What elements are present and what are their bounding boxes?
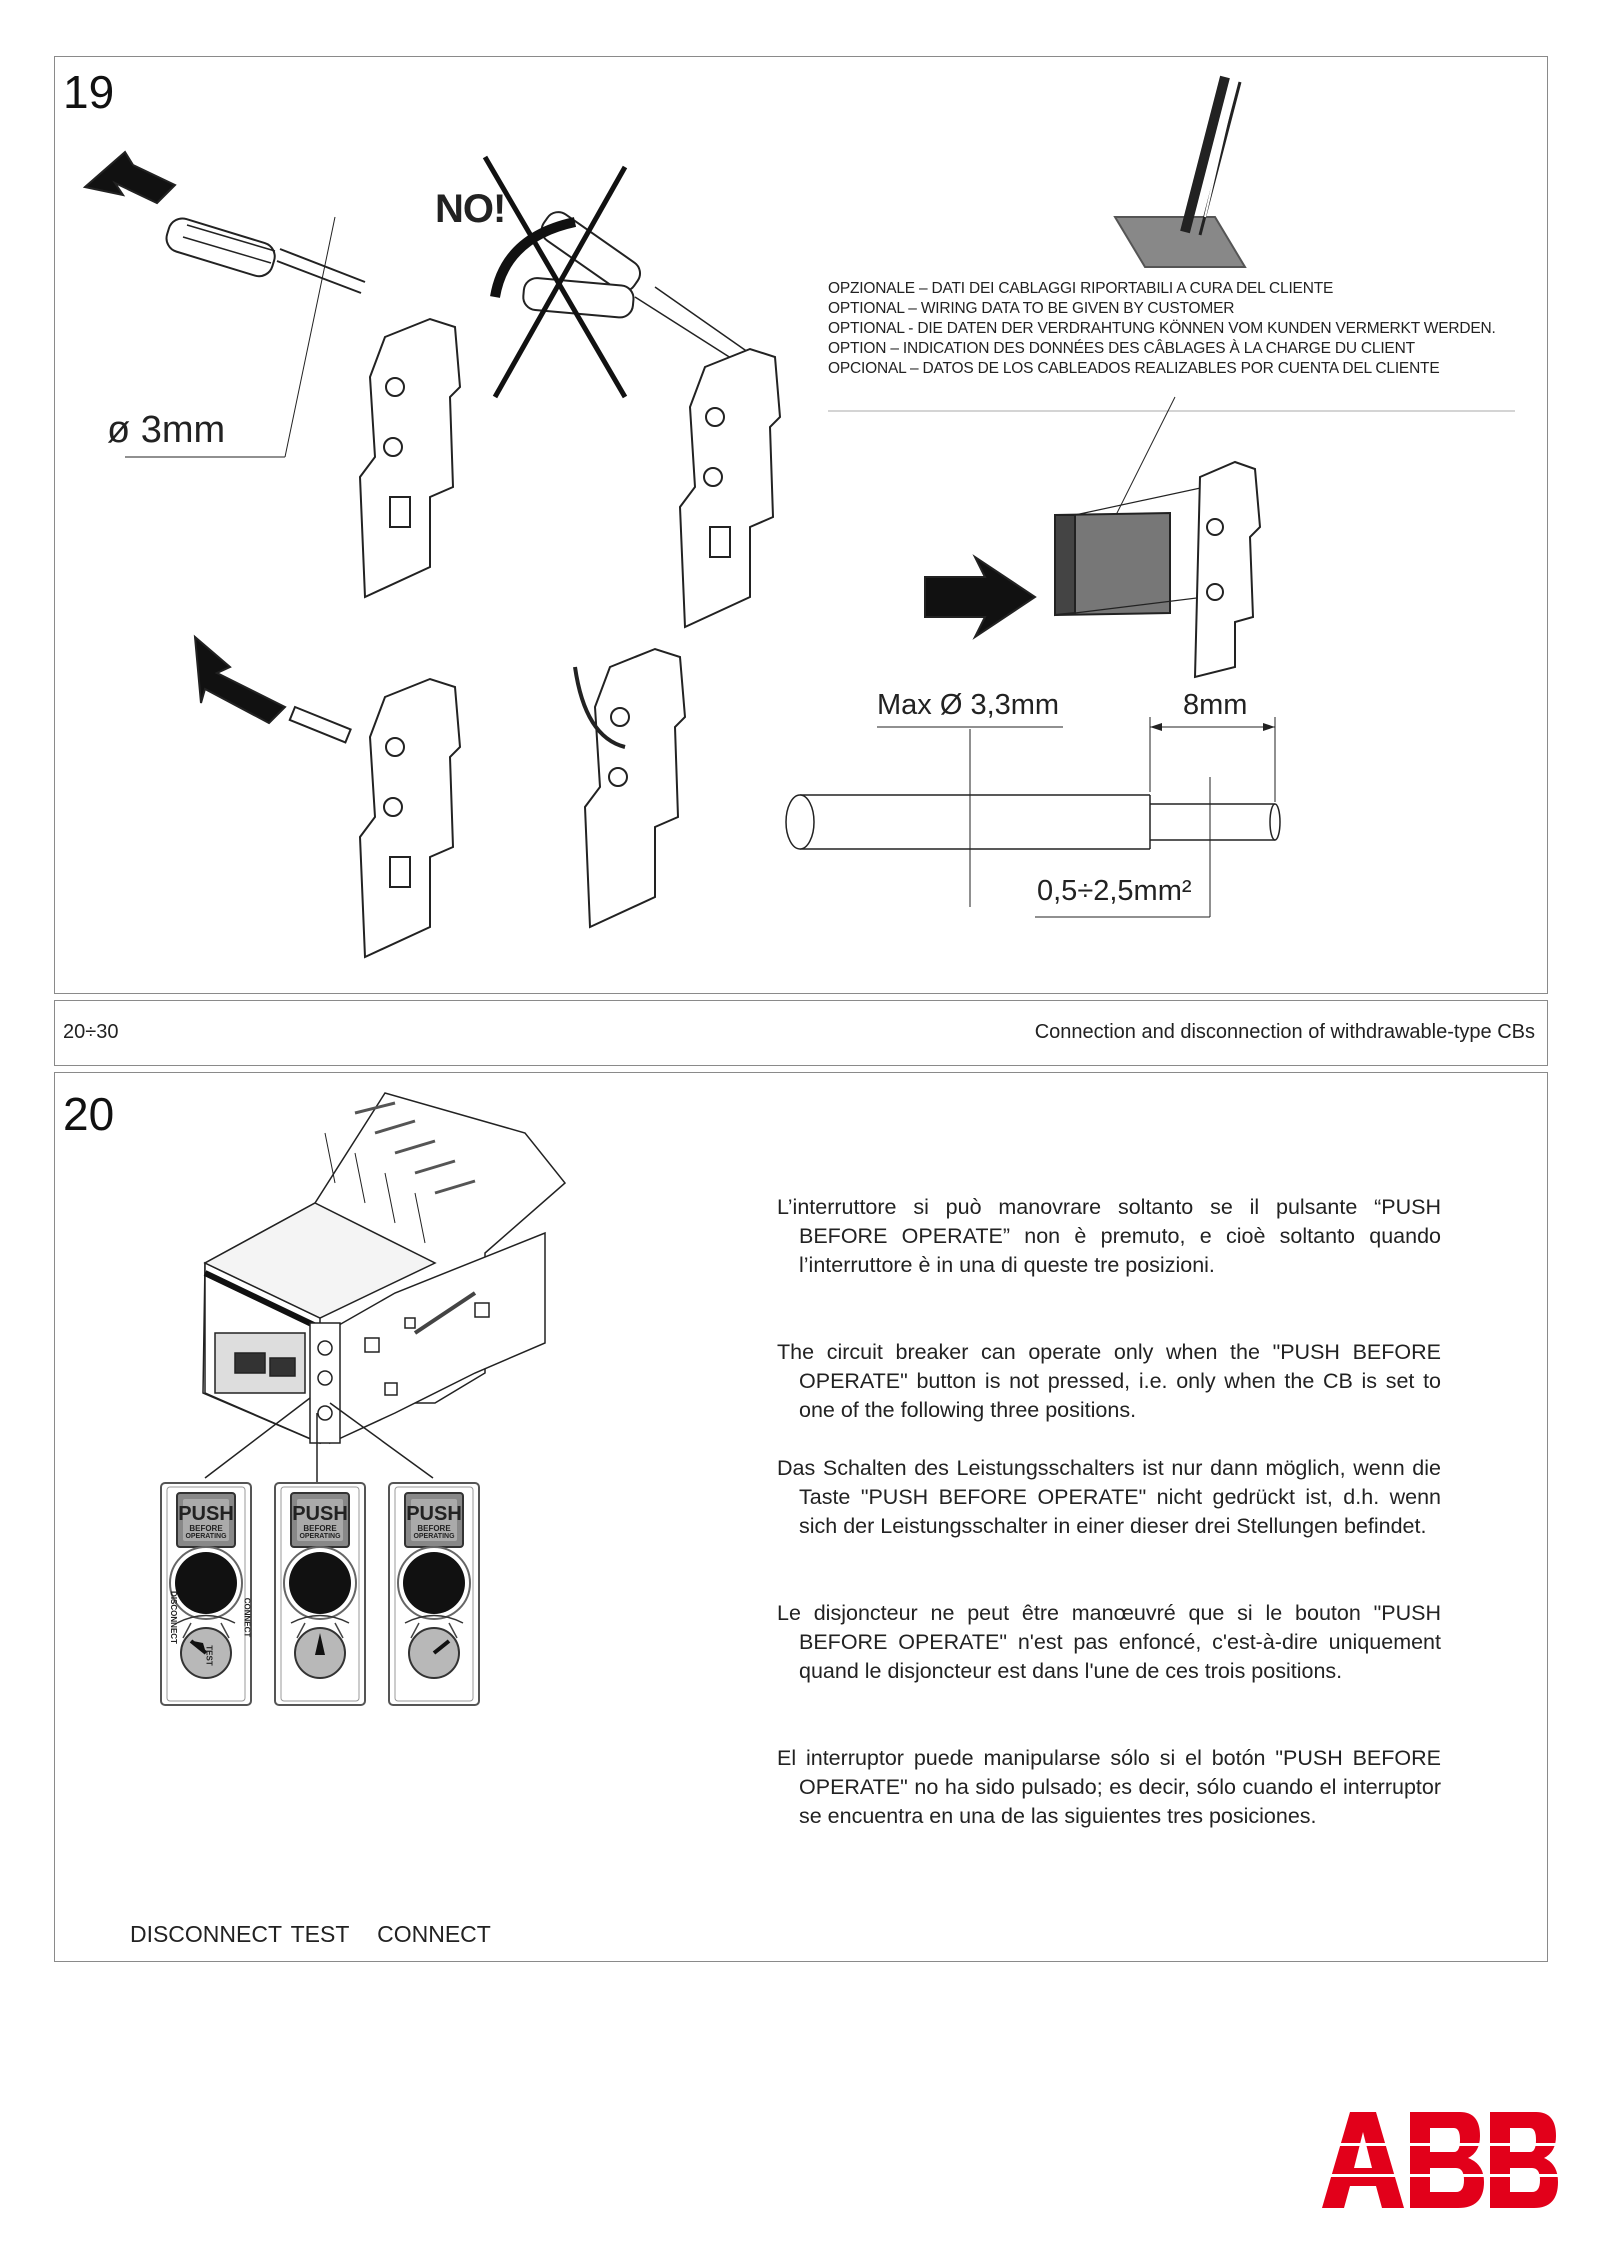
pen-icon [1115, 77, 1245, 267]
section-range: 20÷30 [63, 1021, 119, 1043]
push-label: PUSH [178, 1503, 234, 1525]
dial-disconnect-text: DISCONNECT [168, 1591, 178, 1644]
paragraph-it: L’interruttore si può manovrare soltanto se il pulsante “PUSH BEFORE OPERATE” non è premuto, e cioè soltanto quando l’interruttore è in una di queste tre posizioni. [777, 1195, 1441, 1277]
wiring-illustration [55, 57, 1549, 995]
dial-connect-text: CONNECT [242, 1597, 252, 1638]
forbidden-screwdriver [485, 157, 755, 397]
operating-label: OPERATING [299, 1533, 341, 1540]
optional-line-fr: OPTION – INDICATION DES DONNÉES DES CÂBLAGES À LA CHARGE DU CLIENT [828, 340, 1415, 357]
strip-length-label: 8mm [1183, 689, 1248, 721]
operating-label: OPERATING [413, 1533, 455, 1540]
terminal-block [1195, 462, 1260, 677]
arrow-icon [195, 637, 285, 723]
dial-test-text: TEST [204, 1645, 214, 1666]
max-diameter-label: Max Ø 3,3mm [877, 689, 1060, 721]
terminal-block [585, 649, 685, 927]
push-label: PUSH [406, 1503, 462, 1525]
operating-label: OPERATING [185, 1533, 227, 1540]
push-label: PUSH [292, 1503, 348, 1525]
before-label: BEFORE [417, 1524, 451, 1533]
step-19-panel [54, 56, 1548, 994]
before-label: BEFORE [189, 1524, 223, 1533]
section-header-bar [54, 1000, 1548, 1066]
abb-logo [1320, 2112, 1558, 2208]
position-label-connect: CONNECT [377, 1921, 491, 1947]
position-label-disconnect: DISCONNECT [129, 1921, 283, 1947]
step-20-panel [54, 1072, 1548, 1962]
paragraph-es: El interruptor puede manipularse sólo si el botón "PUSH BEFORE OPERATE" no ha sido pulsado; es decir, sólo cuando el interruptor se encuentra en una de las siguientes tres posiciones. [777, 1746, 1441, 1828]
position-label-test: TEST [290, 1921, 350, 1947]
optional-line-it: OPZIONALE – DATI DEI CABLAGGI RIPORTABILI A CURA DEL CLIENTE [828, 280, 1334, 297]
optional-line-en: OPTIONAL – WIRING DATA TO BE GIVEN BY CUSTOMER [828, 300, 1235, 317]
section-title: Connection and disconnection of withdrawable-type CBs [1034, 1021, 1535, 1043]
paragraph-en: The circuit breaker can operate only when the "PUSH BEFORE OPERATE" button is not pressed, i.e. only when the CB is set to one of the following three positions. [777, 1340, 1441, 1422]
paragraph-de: Das Schalten des Leistungsschalters ist nur dann möglich, wenn die Taste "PUSH BEFORE OPERATE" nicht gedrückt ist, d.h. wenn sich der Leistungsschalter in einer dieser drei Stellungen befindet. [777, 1456, 1441, 1538]
screwdriver-icon [163, 215, 365, 293]
step-number: 19 [63, 66, 115, 118]
cross-section-label: 0,5÷2,5mm² [1037, 875, 1192, 907]
no-label: NO! [435, 187, 506, 231]
before-label: BEFORE [303, 1524, 337, 1533]
step-number: 20 [63, 1088, 115, 1140]
terminal-block [680, 349, 780, 627]
diameter-label: ø 3mm [107, 409, 226, 451]
optional-line-es: OPCIONAL – DATOS DE LOS CABLEADOS REALIZABLES POR CUENTA DEL CLIENTE [828, 360, 1440, 377]
terminal-block [360, 319, 460, 597]
arrow-icon [85, 152, 175, 203]
arrow-icon [925, 557, 1035, 637]
wire-dimension-drawing [786, 717, 1280, 917]
terminal-block [360, 679, 460, 957]
paragraph-fr: Le disjoncteur ne peut être manœuvré que si le bouton "PUSH BEFORE OPERATE" n'est pas enfoncé, c'est-à-dire uniquement quand le disjoncteur est dans l'une de ces trois positions. [777, 1601, 1441, 1683]
optional-line-de: OPTIONAL - DIE DATEN DER VERDRAHTUNG KÖNNEN VOM KUNDEN VERMERKT WERDEN. [828, 320, 1496, 337]
